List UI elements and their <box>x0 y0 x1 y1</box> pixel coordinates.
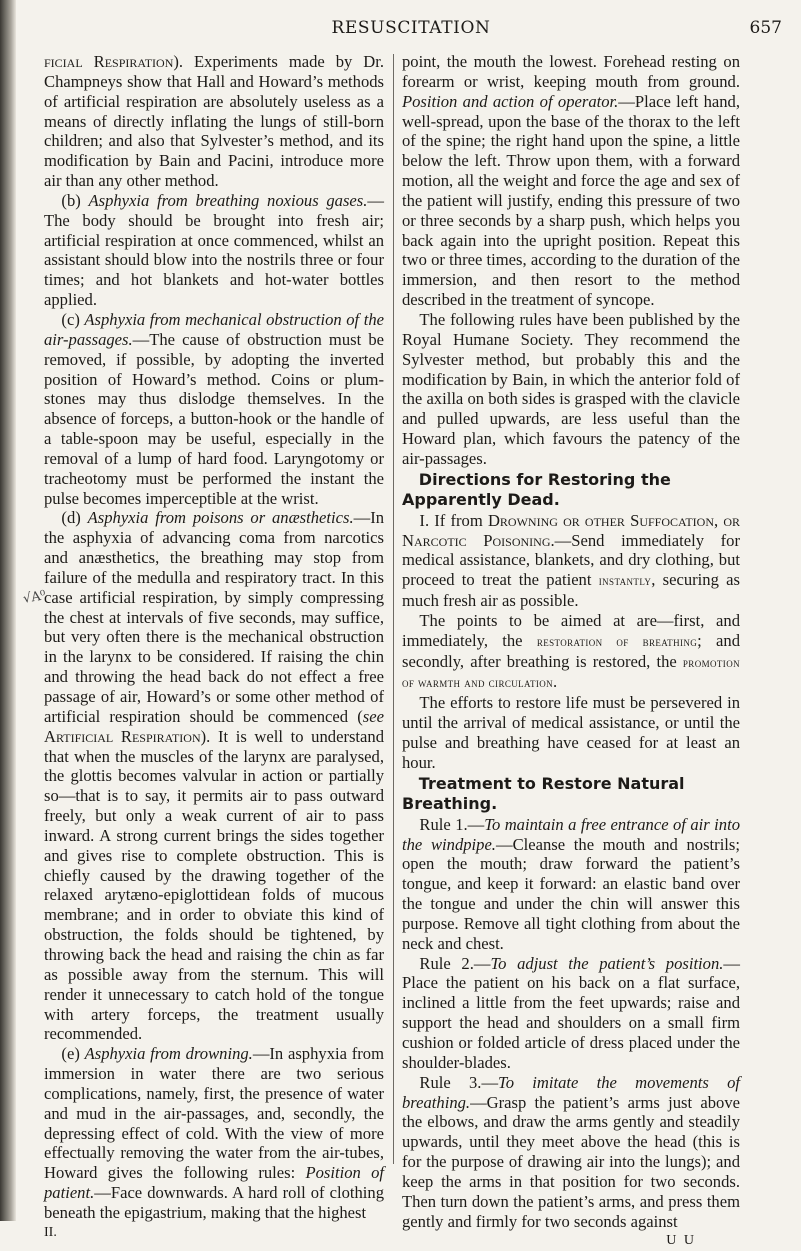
text: (e) <box>61 1044 85 1064</box>
signature-mark: U U <box>666 1233 696 1249</box>
text: —Place left hand, well-spread, upon the base of the thorax to the left of the spine; the right hand upon the spine, a little below the left. Throw upon them, with a forward motion, all the weight and force the age and sex of the patient will justify, ending this pressure of two or three seconds by a sharp push, which helps you back again into the upright position. Repeat this two or three times, according to the duration of the immersion, and then resort to the method described in the treatment of syncope. <box>402 91 740 310</box>
emphasis: instantly <box>598 573 652 589</box>
text: (c) <box>61 309 85 329</box>
paragraph <box>44 508 384 1044</box>
subheading: Asphyxia from drowning. <box>84 1044 253 1064</box>
text: Rule 2.— <box>419 953 491 973</box>
text: , securing as much fresh air as possible. <box>402 570 740 611</box>
text: —The body should be brought into fresh air; artificial respiration at once commenced, whilst an assistant should blow into the nostrils three or four times; and hot blankets and hot-water bottles applied. <box>44 190 384 310</box>
text: ; and secondly, after breathing is restored, the <box>402 630 740 671</box>
text: —Cleanse the mouth and nostrils; open the mouth; draw forward the patient’s tongue, and keep it forward: an elastic band over the tongue and under the chin will answer this purpose. Remove all tight clothing from about the neck and chest. <box>402 834 740 953</box>
subheading: To imitate the movements of breathing. <box>402 1072 740 1112</box>
text: .—Send immediately for medical assistance, blankets, and dry clothing, but proceed to treat the patient <box>402 530 740 590</box>
subheading: To maintain a free entrance of air into the windpipe. <box>402 814 740 854</box>
emphasis: promotion of warmth and circulation <box>402 654 740 691</box>
paragraph: The following rules have been published by the Royal Humane Society. They recommend the Sylvester method, but probably this and the modification by Bain, in which the anterior fold of the axilla on both sides is grasped with the clavicle and pulled upwards, are less useful than the Howard plan, which favours the patency of the air-passages. <box>402 309 740 468</box>
paragraph <box>402 1073 740 1232</box>
paragraph <box>402 954 740 1073</box>
text: (d) <box>61 508 88 528</box>
text: —The cause of obstruction must be removed, if possible, by adopting the inverted position of Howard’s method. Coins or plum-stones may thus dislodge themselves. In the absence of forceps, a button-hook or the handle of a table-spoon may be useful, especially in the removal of a lump of hard food. Laryngotomy or tracheotomy must be performed the instant the pulse becomes imperceptible at the wrist. <box>44 329 384 508</box>
text: —Face downwards. A hard roll of clothing beneath the epigastrium, making that the highest <box>44 1183 384 1222</box>
paragraph <box>402 511 740 611</box>
text: The points to be aimed at are—first, and immediately, the <box>402 610 740 650</box>
text: ). Experiments made by Dr. Champneys show that Hall and Howard’s methods of artificial respiration are absolutely useless as a means of directly inflating the lungs of still-born children; and also that Sylvester’s method, and its modification by Bain and Pacini, introduce more air than any other method. <box>44 52 385 191</box>
binding-gutter <box>0 0 16 1221</box>
text: Rule 1.— <box>419 814 485 834</box>
subheading: Asphyxia from poisons or anæsthetics. <box>87 508 354 528</box>
paragraph <box>44 310 384 508</box>
cross-reference: ficial Respiration <box>44 52 174 71</box>
subheading: Asphyxia from breathing noxious gases. <box>88 190 368 210</box>
cross-reference: Artificial Respiration <box>44 726 201 746</box>
paragraph: The efforts to restore life must be persevered in until the arrival of medical assistance, or until the pulse and breathing have ceased for at least an hour. <box>402 693 740 772</box>
text: Rule 3.— <box>419 1072 499 1092</box>
text: (b) <box>61 190 89 210</box>
subheading: To adjust the patient’s position. <box>490 953 724 973</box>
text: see <box>362 706 384 726</box>
page-title: RESUSCITATION <box>331 18 491 38</box>
paragraph <box>402 815 740 954</box>
subheading: Position of patient. <box>44 1163 384 1203</box>
paragraph <box>44 52 384 191</box>
column-divider <box>393 54 394 1164</box>
running-head <box>40 18 782 44</box>
left-column <box>44 52 384 1243</box>
paragraph <box>44 191 384 310</box>
section-heading: Directions for Restoring the Apparently Dead. <box>402 469 671 509</box>
paragraph <box>44 1044 384 1223</box>
subheading: Asphyxia from mechanical obstruction of the air-passages. <box>44 309 384 349</box>
text: ). It is well to understand that when the muscles of the larynx are paralysed, the glottis becomes valvular in action or partially so—that is to say, it permits air to pass outward freely, but only a weak current of air to pass inward. A strong current brings the sides together and gives rise to complete obstruction. This is chiefly caused by the drawing together of the relaxed arytæno-epiglottidean folds of mucous membrane; and in order to obviate this kind of obstruction, the folds should be tightened, by throwing back the head and raising the chin as far as possible away from the sternum. This will render it unnecessary to catch hold of the tongue with artery forceps, the treatment usually recommended. <box>44 726 384 1044</box>
text: point, the mouth the lowest. Forehead resting on forearm or wrist, keeping mouth from ground. <box>402 52 740 91</box>
handwritten-margin-mark: √A⁰ <box>21 588 48 607</box>
emphasis: restoration of breathing <box>536 633 698 649</box>
section-heading: Treatment to Restore Natural Breathing. <box>402 773 685 813</box>
paragraph <box>402 52 740 310</box>
subheading: Position and action of operator. <box>402 91 619 111</box>
text: —In asphyxia from immersion in water there are two serious complications, namely, first, the presence of water and mud in the air-passages, and, secondly, the depressing effect of cold. With the view of more effectually removing the water from the air-tubes, Howard gives the following rules: <box>44 1044 384 1183</box>
text: —Grasp the patient’s arms just above the elbows, and draw the arms gently and steadily upwards, until they meet above the head (this is for the purpose of drawing air into the lungs); and keep the arms in that position for two seconds. Then turn down the patient’s arms, and press them gently and firmly for two seconds against <box>402 1092 740 1231</box>
page-number: 657 <box>749 18 782 38</box>
paragraph <box>402 611 740 693</box>
volume-mark: II. <box>44 1224 57 1240</box>
text: . <box>553 672 558 692</box>
right-column <box>402 52 740 1251</box>
text: —Place the patient on his back on a flat surface, inclined a little from the feet upwards; raise and support the head and shoulders on a small firm cushion or folded article of dress placed under the shoulder-blades. <box>402 953 741 1072</box>
text: —In the asphyxia of advancing coma from narcotics and anæsthetics, the breathing may stop from failure of the medulla and respiratory tract. In this case artificial respiration, by simply compressing the chest at intervals of five seconds, may suffice, but very often there is the mechanical obstruction in the larynx to be considered. If raising the chin and throwing the head back do not effect a free passage of air, Howard’s or some other method of artificial respiration should be commenced ( <box>44 508 385 726</box>
emphasis: Drowning or other Suffocation, or Narcotic Poisoning <box>402 510 740 550</box>
text: I. If from <box>419 510 488 530</box>
